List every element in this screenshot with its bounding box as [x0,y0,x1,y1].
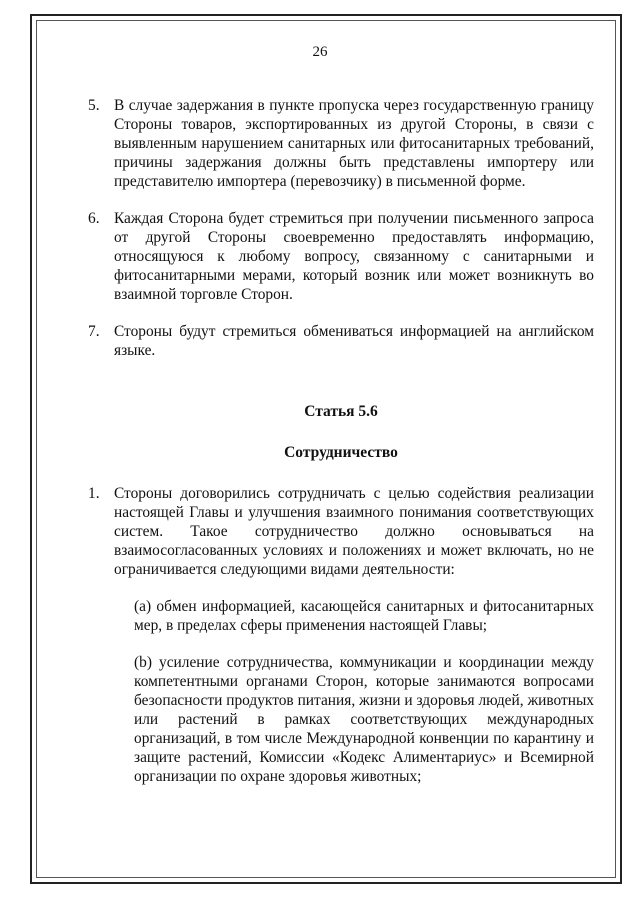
item-text: В случае задержания в пункте пропуска через государственную границу Стороны товаров, экспортированных из другой Стороны, в связи с выявленным нарушением санитарных или фитосанитарных требований, причины задержания должны быть представлены импортеру или представителю импортера (перевозчику) в письменной форме. [114,97,594,190]
paragraph-item-7 [88,322,594,360]
page-number: 26 [312,44,328,60]
sub-item-list [88,597,594,786]
document-body [88,96,594,804]
sub-item-a: (a) обмен информацией, касающейся санитарных и фитосанитарных мер, в пределах сферы применения настоящей Главы; [134,598,594,634]
article-title: Статья 5.6 [304,403,378,420]
item-number: 6. [88,210,100,227]
paragraph-item-6 [88,209,594,304]
item-text: Стороны будут стремиться обмениваться информацией на английском языке. [114,323,594,359]
item-number: 5. [88,97,100,114]
item-number: 7. [88,323,100,340]
section-title: Сотрудничество [284,444,398,461]
item-number: 1. [88,485,100,502]
item-text: Стороны договорились сотрудничать с целью содействия реализации настоящей Главы и улучшения взаимного понимания соответствующих систем. Такое сотрудничество должно основываться на взаимосогласованных условиях и положениях и может включать, но не ограничивается следующими видами деятельности: [114,485,594,578]
item-text: Каждая Сторона будет стремиться при получении письменного запроса от другой Стороны своевременно предоставлять информацию, относящуюся к любому вопросу, связанному с санитарными и фитосанитарными мерами, который возник или может возникнуть во взаимной торговле Сторон. [114,210,594,303]
paragraph-item-1 [88,484,594,579]
paragraph-item-5 [88,96,594,191]
sub-item-b: (b) усиление сотрудничества, коммуникации и координации между компетентными органами Сторон, которые занимаются вопросами безопасности продуктов питания, жизни и здоровья людей, животных или растений в рамках соответствующих международных организаций, в том числе Международной конвенции по карантину и защите растений, Комиссии «Кодекс Алиментариус» и Всемирной организации по охране здоровья животных; [134,654,594,785]
